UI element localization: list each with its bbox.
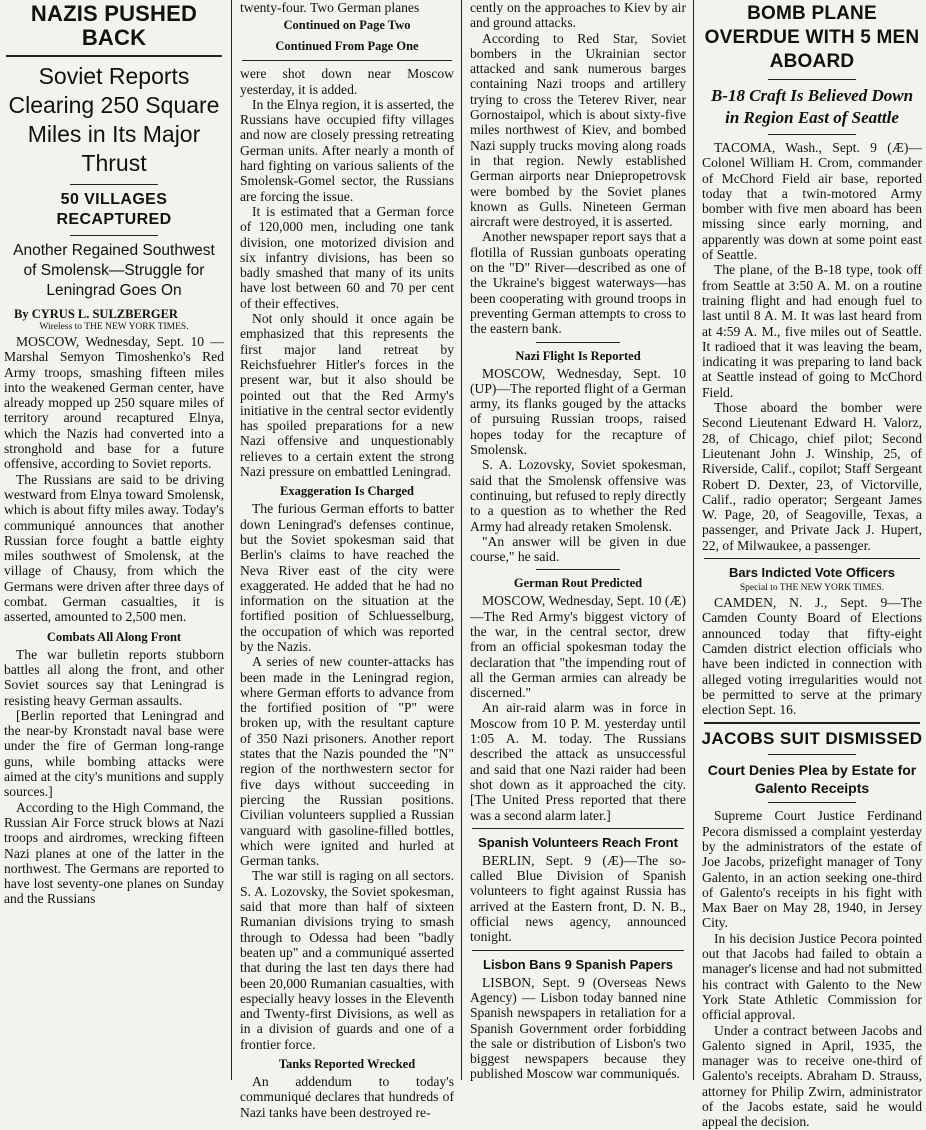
paragraph: Another newspaper report says that a flotilla of Russian gunboats operating on the "D" River—described as one of the Ukraine's biggest waterways—has been cooperating with ground troops in preventing German attempts to cross to the eastern bank. — [470, 229, 686, 337]
paragraph: The war still is raging on all sectors. S. A. Lozovsky, the Soviet spokesman, said that more than half of sixteen Rumanian divisions trying to smash through to Odessa had been "badly beaten up" and a communiqué asserted that during the last ten days there had been 20,000 Rumanian casualties, with especially heavy losses in the Eleventh and Twenty-first Divisions, as well as in a division of guards and one of a frontier force. — [240, 868, 454, 1052]
article-headline: JACOBS SUIT DISMISSED — [701, 729, 923, 749]
deck-subheadline: Another Regained Southwest of Smolensk—Struggle for Leningrad Goes On — [13, 242, 215, 299]
divider — [472, 828, 684, 829]
article-body — [702, 595, 922, 717]
divider — [704, 722, 920, 724]
subhead: Exaggeration Is Charged — [279, 484, 415, 499]
subhead: Combats All Along Front — [46, 629, 182, 644]
paragraph: According to Red Star, Soviet bombers in the Ukrainian sector attacked and sank numerous barges containing Nazi troops and artillery trying to cross the Teterev River, near Gornostaipol, which is about sixty-five miles northwest of Kiev, and bombed Nazi supply trucks moving along roads in that region. Newly established German airports near Dniepropetrovsk were bombed by the Soviet planes known as Gulls. Nineteen German aircraft were destroyed, it is asserted. — [470, 30, 686, 230]
paragraph: MOSCOW, Wednesday, Sept. 10 (Æ)—The Red Army's biggest victory of the war, in the central sector, drew from an official spokesman today the declaration that "the impending rout of all the German armies can already be discerned." — [470, 593, 686, 701]
subhead: Tanks Reported Wrecked — [278, 1057, 416, 1071]
paragraph: A series of new counter-attacks has been made in the Leningrad region, where German efforts to advance from the fortified position of "P" were broken up, with the resultant capture of 350 Nazi prisoners. Another report states that the Nazis pounded the "N" region of the northwestern sector for five days without succeeding in piercing the Russian positions. Civilian volunteers supplied a Russian vanguard with gasoline-filled bottles, which were ignited and hurled at German tanks. — [240, 654, 454, 869]
article-body — [702, 808, 922, 1129]
divider — [768, 79, 856, 80]
paragraph: "An answer will be given in due course," he said. — [470, 533, 686, 565]
paragraph: In his decision Justice Pecora pointed out that Jacobs had failed to obtain a manager's license and had not submitted his contract with Galento to the New York State Athletic Commission for official approval. — [702, 930, 922, 1023]
jump-line: Continued on Page Two — [283, 18, 411, 33]
article-body — [4, 334, 224, 907]
paragraph: Those aboard the bomber were Second Lieutenant Edward H. Valorz, 28, of Chicago, chief pilot; Second Lieutenant John J. Winship, 25, of Riverside, Calif., copilot; Staff Sergeant Robert D. Dexter, 23, of Victorville, Calif., radio operator; Sergeant James W. Page, 20, of Seagoville, Texas, a passenger, and Private Jack J. Hupert, 22, of Milwaukee, a passenger. — [702, 400, 922, 553]
paragraph: [Berlin reported that Leningrad and the near-by Kronstadt naval base were under the fire of German long-range guns, while bombing attacks were aimed at the city's munitions and supply sources.] — [4, 707, 224, 800]
article-headline: Lisbon Bans 9 Spanish Papers — [483, 956, 673, 972]
paragraph: TACOMA, Wash., Sept. 9 (Æ)—Colonel William H. Crom, commander of McChord Field air base, reported today that a twin-motored Army bomber with five men aboard has been missing since early morning, and apparently was down at some point east of Seattle. — [702, 140, 922, 263]
article-body — [470, 975, 686, 1082]
divider — [768, 802, 856, 803]
column-bomb-plane — [698, 0, 926, 1130]
subhead: Nazi Flight Is Reported — [515, 348, 641, 363]
jump-line: Continued From Page One — [275, 39, 419, 54]
divider — [704, 558, 920, 559]
article-body — [240, 66, 454, 1120]
divider — [536, 569, 620, 570]
main-headline: NAZIS PUSHED BACK — [30, 1, 198, 50]
divider — [768, 754, 856, 755]
paragraph: The plane, of the B-18 type, took off from Seattle at 3:50 A. M. on a routine training flight and had enough fuel to last until 8 A. M. It was last heard from at 4:59 A. M., five miles out of Seattle. It radioed that it was leaving the beam, indicating it was preparing to land back at Seattle instead of going to McChord Field. — [702, 262, 922, 400]
deck-headline: Court Denies Plea by Estate for Galento Receipts — [707, 762, 917, 797]
divider — [242, 60, 452, 61]
article-body — [470, 0, 686, 337]
article-headline: Bars Indicted Vote Officers — [729, 565, 895, 581]
paragraph: cently on the approaches to Kiev by air and ground attacks. — [470, 0, 686, 31]
paragraph: LISBON, Sept. 9 (Overseas News Agency) — Lisbon today banned nine Spanish newspapers in retaliation for a Spanish Government order forbidding the sale or distribution of Lisbon's two biggest newspapers because they published Moscow war communiqués. — [470, 974, 686, 1082]
divider — [70, 184, 158, 185]
column-war-news — [466, 0, 690, 1080]
paragraph: It is estimated that a German force of 120,000 men, including one tank division, one motorized division and six infantry divisions, has been so badly smashed that many of its units have lost between 60 and 70 per cent of their effectives. — [240, 203, 454, 311]
article-body — [702, 140, 922, 553]
column-nazis-pushed-back — [0, 0, 228, 1080]
paragraph: Under a contract between Jacobs and Galento signed in April, 1935, the manager was to receive one-third of Galento's receipts. Abraham D. Strauss, attorney for Philip Zwirn, administrator of the Jacobs estate, said he would appeal the decision. — [702, 1022, 922, 1130]
paragraph: MOSCOW, Wednesday, Sept. 10 (UP)—The reported flight of a German army, its flanks gouged by the attacks of pursuing Russian troops, raised hopes today for the recapture of Smolensk. — [470, 365, 686, 458]
article-headline: Spanish Volunteers Reach Front — [478, 834, 678, 850]
column-continuation — [236, 0, 458, 1120]
article-body — [470, 853, 686, 945]
wire-credit: Wireless to THE NEW YORK TIMES. — [39, 322, 189, 332]
paragraph: CAMDEN, N. J., Sept. 9—The Camden County Board of Elections announced today that fifty-eight Camden district election officials who have been indicted in connection with alleged voting irregularities would not be permitted to serve at the primary election Sept. 16. — [702, 595, 922, 718]
column-rule — [461, 0, 462, 1080]
paragraph: In the Elnya region, it is asserted, the Russians have occupied fifty villages and now are closely pressing retreating German units. After nearly a month of hard fighting on various salients of the Smolensk-Gomel sector, the Russians are forcing the issue. — [240, 96, 454, 204]
column-rule — [693, 0, 694, 1080]
paragraph: were shot down near Moscow yesterday, it is added. — [240, 66, 454, 97]
paragraph: According to the High Command, the Russian Air Force struck blows at Nazi troops and airdromes, wrecking fifteen Nazi planes at one of the latter in the northwest. The Germans are reported to have lost seventy-one planes on Sunday and the Russians — [4, 799, 224, 907]
paragraph: MOSCOW, Wednesday, Sept. 10 —Marshal Semyon Timoshenko's Red Army troops, smashing fifteen miles into the weakened German center, have already mopped up 250 square miles of territory around recaptured Elnya, which the Nazis had converted into a stronghold and base for a future offensive, according to Soviet reports. — [4, 334, 224, 472]
paragraph: Not only should it once again be emphasized that this represents the first major land retreat by Reichsfuehrer Hitler's forces in the present war, but it also should be pointed out that the Red Army's initiative in the central sector evidently has spoiled preparations for a new Nazi offensive and unquestionably relieves to a certain extent the strong Nazi pressure on embattled Leningrad. — [240, 311, 454, 480]
byline: By CYRUS L. SULZBERGER — [14, 307, 178, 321]
paragraph: BERLIN, Sept. 9 (Æ)—The so-called Blue Division of Spanish volunteers to fight against Russia has arrived at the Eastern front, D. N. B., official news agency, announced tonight. — [470, 852, 686, 945]
paragraph: S. A. Lozovsky, Soviet spokesman, said that the Smolensk offensive was continuing, but refused to reply directly to a question as to whether the Red Army had already retaken Smolensk. — [470, 457, 686, 534]
divider — [536, 342, 620, 343]
article-headline: BOMB PLANE OVERDUE WITH 5 MEN ABOARD — [704, 3, 920, 72]
deck-caps: 50 VILLAGES RECAPTURED — [56, 191, 172, 228]
divider — [768, 134, 856, 135]
paragraph: The furious German efforts to batter down Leningrad's defenses continue, but the Soviet spokesman said that Berlin's claims to have reached the Neva River east of the city were exaggerated. He added that he had no information on the situation at the fortified position of Schluesselburg, the occupation of which was reported by the Nazis. — [240, 501, 454, 654]
deck-headline: Soviet Reports Clearing 250 Square Miles in Its Major Thrust — [8, 63, 220, 176]
divider — [6, 55, 222, 57]
paragraph: An addendum to today's communiqué declares that hundreds of Nazi tanks have been destroyed re- — [240, 1074, 454, 1120]
deck-headline: B-18 Craft Is Believed Down in Region East of Seattle — [710, 86, 914, 127]
paragraph: twenty-four. Two German planes — [240, 0, 420, 15]
column-rule — [231, 0, 232, 1080]
divider — [70, 235, 158, 236]
paragraph: The Russians are said to be driving westward from Elnya toward Smolensk, which is about fifty miles away. Today's communiqué announces that another Russian force fought a battle eighty miles southwest of Smolensk, at the village of Chausy, from which the Germans were driven after three days of combat. German casualties, it is asserted, amounted to 2,500 men. — [4, 471, 224, 625]
divider — [472, 950, 684, 951]
article-body — [470, 366, 686, 565]
paragraph: An air-raid alarm was in force in Moscow from 10 P. M. yesterday until 1:05 A. M. today. The Russians described the attack as unsuccessful and said that one Nazi raider had been shot down as it approached the city. [The United Press reported that there was a second alarm later.] — [470, 700, 686, 823]
article-body — [240, 0, 454, 15]
article-body — [470, 593, 686, 822]
paragraph: Supreme Court Justice Ferdinand Pecora dismissed a complaint yesterday by the administrators of the estate of Joe Jacobs, prizefight manager of Tony Galento, in an action seeking one-third of Galento's receipts in his fight with Max Baer on May 28, 1940, in Jersey City. — [702, 808, 922, 931]
subhead: German Rout Predicted — [513, 576, 643, 591]
wire-credit: Special to THE NEW YORK TIMES. — [739, 583, 885, 594]
paragraph: The war bulletin reports stubborn battles all along the front, and other Soviet sources say that Leningrad is resisting heavy German assaults. — [4, 646, 224, 708]
